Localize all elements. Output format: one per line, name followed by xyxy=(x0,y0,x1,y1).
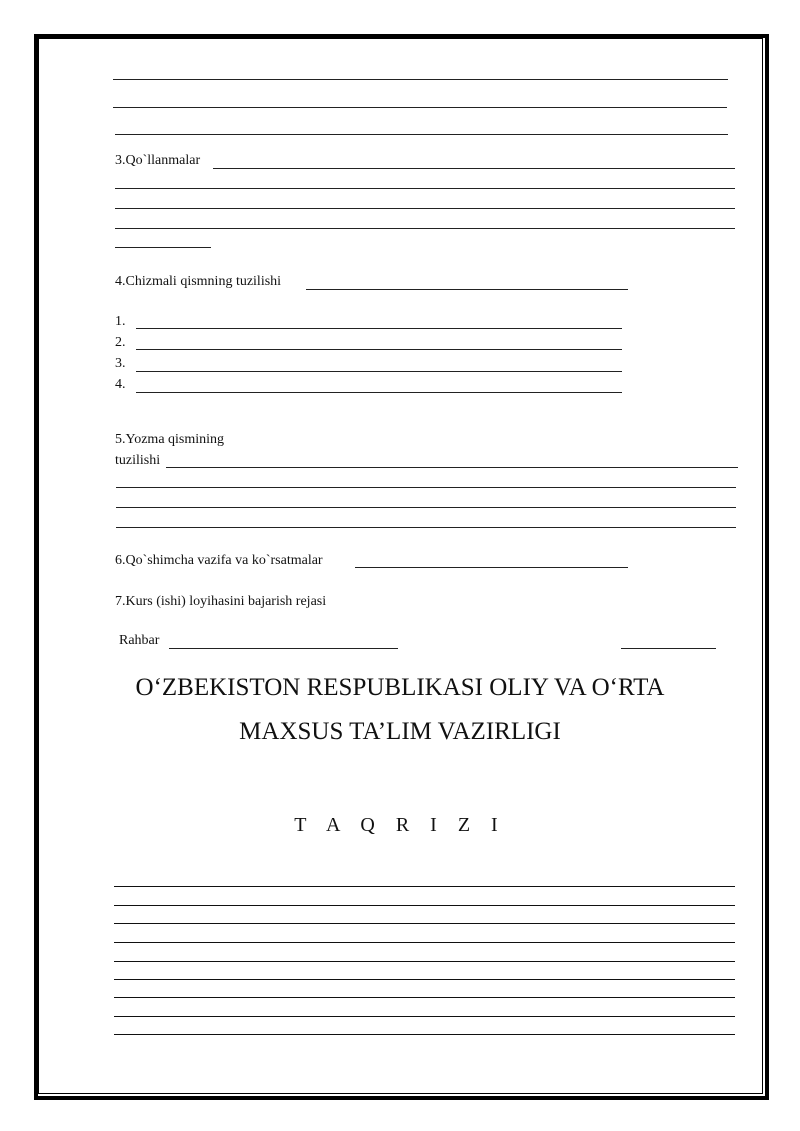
qoshimcha-fill-line[interactable] xyxy=(355,567,628,568)
rahbar-label: Rahbar xyxy=(119,633,160,648)
blank-line xyxy=(116,507,736,508)
qollanmalar-fill-line[interactable] xyxy=(213,168,735,169)
chizmali-item-number: 4. xyxy=(115,377,126,392)
chizmali-item-line[interactable] xyxy=(136,392,622,393)
ministry-title-line2: MAXSUS TA’LIM VAZIRLIGI xyxy=(239,718,561,745)
kurs-label: 7.Kurs (ishi) loyihasini bajarish rejasi xyxy=(115,594,327,609)
chizmali-item-number: 3. xyxy=(115,356,126,371)
chizmali-fill-line[interactable] xyxy=(306,289,628,290)
yozma-label-line1: 5.Yozma qismining xyxy=(115,432,225,447)
blank-line xyxy=(116,527,736,528)
chizmali-label: 4.Chizmali qismning tuzilishi xyxy=(115,274,282,289)
blank-line xyxy=(113,79,728,80)
review-line[interactable] xyxy=(114,886,735,887)
ministry-title-line1: O‘ZBEKISTON RESPUBLIKASI OLIY VA O‘RTA xyxy=(135,674,665,701)
yozma-label-line2: tuzilishi xyxy=(115,453,161,468)
review-line[interactable] xyxy=(114,905,735,906)
qollanmalar-label: 3.Qo`llanmalar xyxy=(115,153,201,168)
review-line[interactable] xyxy=(114,997,735,998)
rahbar-signature-line[interactable] xyxy=(621,648,716,649)
chizmali-item-line[interactable] xyxy=(136,371,622,372)
rahbar-name-line[interactable] xyxy=(169,648,398,649)
review-line[interactable] xyxy=(114,1016,735,1017)
review-line[interactable] xyxy=(114,961,735,962)
chizmali-item-line[interactable] xyxy=(136,328,622,329)
review-line[interactable] xyxy=(114,979,735,980)
blank-line xyxy=(115,188,735,189)
chizmali-item-number: 1. xyxy=(115,314,126,329)
blank-line xyxy=(115,228,735,229)
review-line[interactable] xyxy=(114,1034,735,1035)
taqrizi-heading: T A Q R I Z I xyxy=(294,814,506,836)
chizmali-item-number: 2. xyxy=(115,335,126,350)
blank-line xyxy=(116,487,736,488)
blank-line xyxy=(115,208,735,209)
blank-line xyxy=(113,107,727,108)
review-line[interactable] xyxy=(114,923,735,924)
qoshimcha-label: 6.Qo`shimcha vazifa va ko`rsatmalar xyxy=(115,553,323,568)
yozma-fill-line[interactable] xyxy=(166,467,738,468)
blank-line xyxy=(115,134,728,135)
chizmali-item-line[interactable] xyxy=(136,349,622,350)
review-line[interactable] xyxy=(114,942,735,943)
blank-line xyxy=(115,247,211,248)
